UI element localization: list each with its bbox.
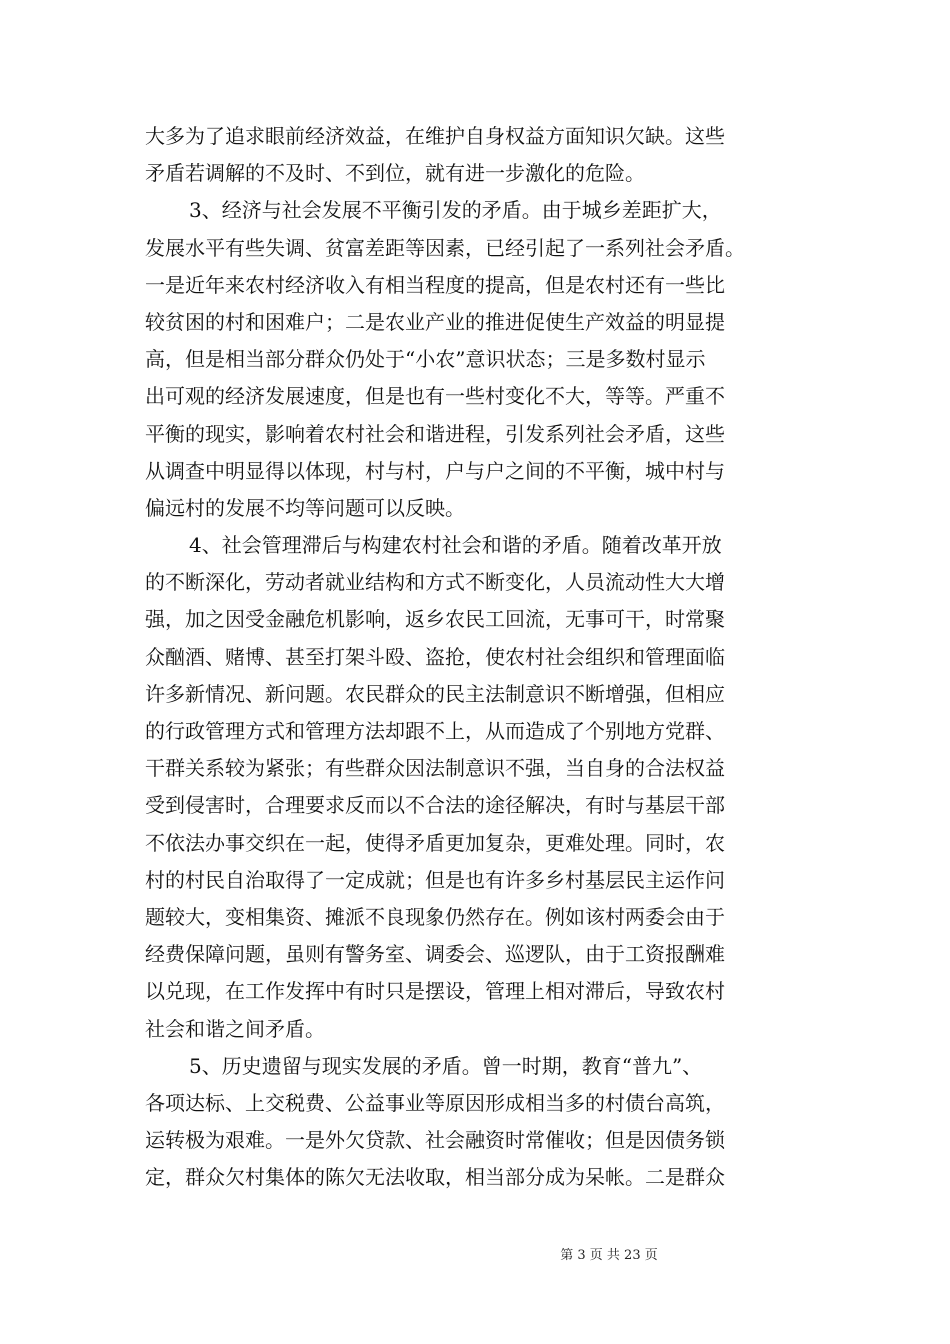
text-line: 5、历史遗留与现实发展的矛盾。曾一时期，教育“普九”、 [189,1053,703,1078]
text-line: 定，群众欠村集体的陈欠无法收取，相当部分成为呆帐。二是群众 [145,1165,725,1190]
text-line: 众酗酒、赌博、甚至打架斗殴、盗抢，使农村社会组织和管理面临 [145,644,725,669]
text-line: 强，加之因受金融危机影响，返乡农民工回流，无事可干，时常聚 [145,607,725,632]
text-line: 矛盾若调解的不及时、不到位，就有进一步激化的危险。 [145,161,645,186]
text-line: 平衡的现实，影响着农村社会和谐进程，引发系列社会矛盾，这些 [145,421,725,446]
text-line: 以兑现，在工作发挥中有时只是摆设，管理上相对滞后，导致农村 [145,979,725,1004]
text-line: 一是近年来农村经济收入有相当程度的提高，但是农村还有一些比 [145,272,725,297]
page-number-label: 第 3 页 共 23 页 [560,1248,658,1263]
document-body [145,118,807,1196]
text-line: 发展水平有些失调、贫富差距等因素，已经引起了一系列社会矛盾。 [145,235,745,260]
text-line: 运转极为艰难。一是外欠贷款、社会融资时常催收；但是因债务锁 [145,1128,725,1153]
text-line: 较贫困的村和困难户；二是农业产业的推进促使生产效益的明显提 [145,309,725,334]
text-line: 偏远村的发展不均等问题可以反映。 [145,495,465,520]
text-line: 大多为了追求眼前经济效益，在维护自身权益方面知识欠缺。这些 [145,124,725,148]
text-line: 各项达标、上交税费、公益事业等原因形成相当多的村债台高筑， [145,1090,725,1115]
text-line: 不依法办事交织在一起，使得矛盾更加复杂，更难处理。同时，农 [145,830,725,855]
text-line: 4、社会管理滞后与构建农村社会和谐的矛盾。随着改革开放 [189,533,722,558]
text-line: 的不断深化，劳动者就业结构和方式不断变化，人员流动性大大增 [145,570,725,595]
text-line: 受到侵害时，合理要求反而以不合法的途径解决，有时与基层干部 [145,793,725,818]
text-line: 经费保障问题，虽则有警务室、调委会、巡逻队，由于工资报酬难 [145,942,725,967]
text-line: 村的村民自治取得了一定成就；但是也有许多乡村基层民主运作问 [145,867,725,892]
text-line: 从调查中明显得以体现，村与村，户与户之间的不平衡，城中村与 [145,458,725,483]
text-line: 社会和谐之间矛盾。 [145,1016,325,1041]
text-line: 高，但是相当部分群众仍处于“小农”意识状态；三是多数村显示 [145,347,706,372]
page-footer [0,1244,950,1263]
text-line: 的行政管理方式和管理方法却跟不上，从而造成了个别地方党群、 [145,719,725,743]
text-line: 题较大，变相集资、摊派不良现象仍然存在。例如该村两委会由于 [145,904,725,929]
text-line: 3、经济与社会发展不平衡引发的矛盾。由于城乡差距扩大， [189,198,722,223]
text-line: 许多新情况、新问题。农民群众的民主法制意识不断增强，但相应 [145,681,725,706]
text-line: 出可观的经济发展速度，但是也有一些村变化不大，等等。严重不 [145,384,725,409]
text-line: 干群关系较为紧张；有些群众因法制意识不强，当自身的合法权益 [145,756,725,781]
